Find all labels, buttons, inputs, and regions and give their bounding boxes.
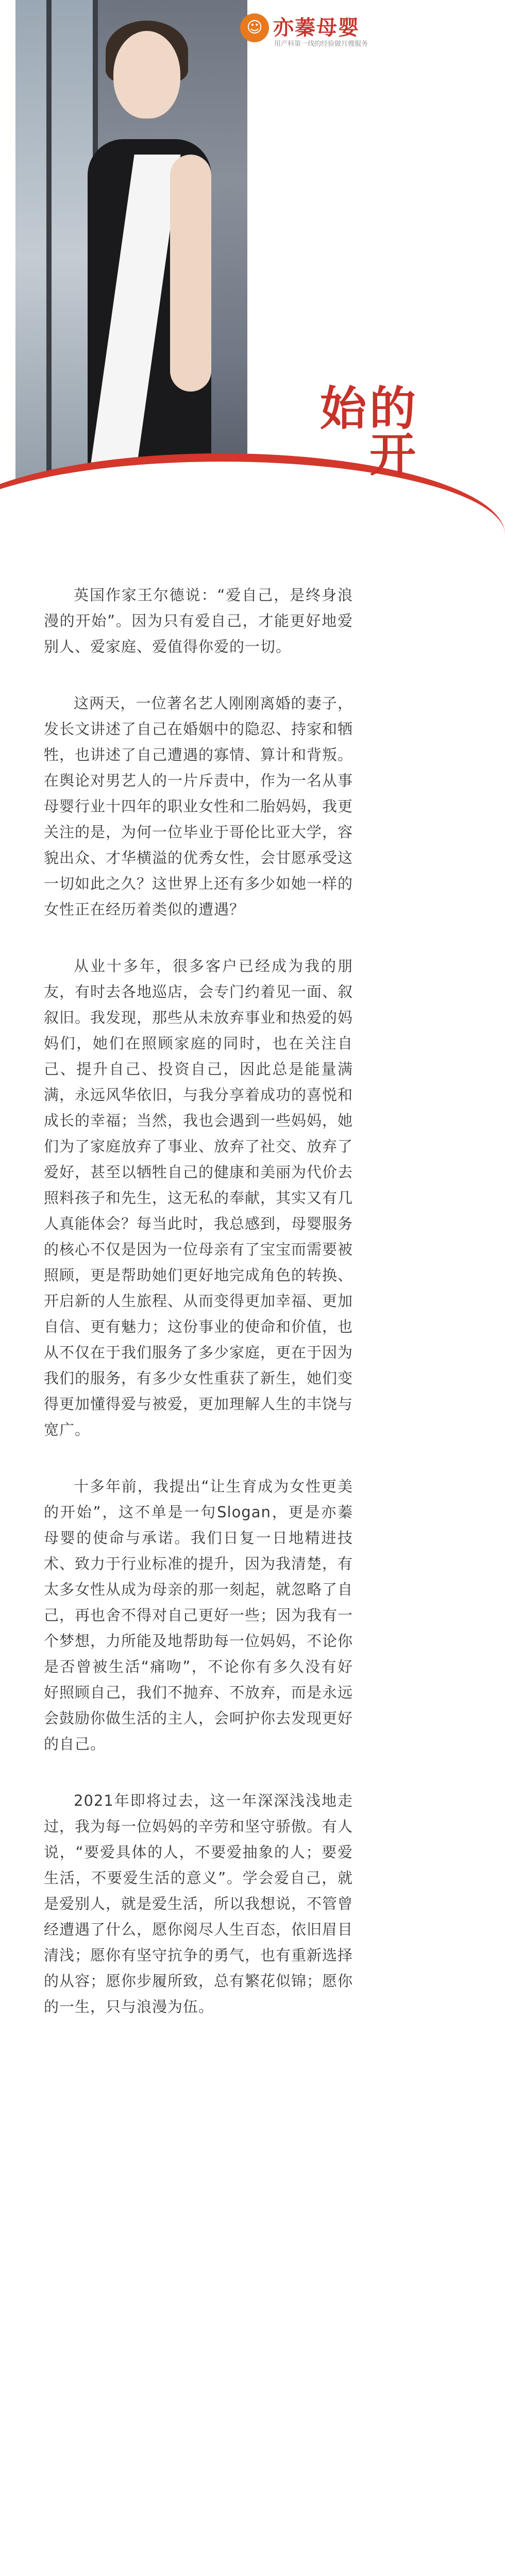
article-paragraph: 2021年即将过去，这一年深深浅浅地走过，我为每一位妈妈的辛劳和坚守骄傲。有人说，“要爱具体的人，不要爱抽象的人；要爱生活，不要爱生活的意义”。学会爱自己，就是爱别人，就是爱生活，所以我想说，不管曾经遭遇了什么，愿你阅尽人生百态，依旧眉目清浅；愿你有坚守抗争的勇气，也有重新选择的从容；愿你步履所致，总有繁花似锦；愿你的一生，只与浪漫为伍。	[44, 1792, 354, 2015]
headline-line-1: 爱自己	[317, 100, 372, 246]
brand-name: 亦蓁母婴	[273, 16, 360, 40]
article-paragraph: 十多年前，我提出“让生育成为女性更美的开始”，这不单是一句Slogan，更是亦蓁母婴的使命与承诺。我们日复一日地精进技术、致力于行业标准的提升，因为我清楚，有太多女性从成为母亲的那一刻起，就忽略了自己，再也舍不得对自己更好一些；因为我有一个梦想，力所能及地帮助每一位妈妈，不论你是否曾被生活“痛吻”，不论你有多久没有好好照顾自己，我们不抛弃、不放弃，而是永远会鼓励你做生活的主人，会呵护你去发现更好的自己。	[44, 1478, 354, 1753]
article-paragraph: 从业十多年，很多客户已经成为我的朋友，有时去各地巡店，会专门约着见一面、叙叙旧。我发现，那些从未放弃事业和热爱的妈妈们，她们在照顾家庭的同时，也在关注自己、提升自己、投资自己，因此总是能量满满，永远风华依旧，与我分享着成功的喜悦和成长的幸福；当然，我也会遇到一些妈妈，她们为了家庭放弃了事业、放弃了社交、放弃了爱好，甚至以牺牲自己的健康和美丽为代价去照料孩子和先生，这无私的奉献，其实又有几人真能体会？每当此时，我总感到，母婴服务的核心不仅是因为一位母亲有了宝宝而需要被照顾，更是帮助她们更好地完成角色的转换、开启新的人生旅程、从而变得更加幸福、更加自信、更有魅力；这份事业的使命和价值，也从不仅在于我们服务了多少家庭，更在于因为我们的服务，有多少女性重获了新生，她们变得更加懂得爱与被爱，更加理解人生的丰饶与宽广。	[44, 957, 354, 1438]
article-paragraph: 这两天，一位著名艺人刚刚离婚的妻子，发长文讲述了自己在婚姻中的隐忍、持家和牺牲，也讲述了自己遭遇的寡情、算计和背叛。在舆论对男艺人的一片斥责中，作为一名从事母婴行业十四年的职业女性和二胎妈妈，我更关注的是，为何一位毕业于哥伦比亚大学，容貌出众、才华横溢的优秀女性，会甘愿承受这一切如此之久？这世界上还有多少如她一样的女性正在经历着类似的遭遇？	[44, 694, 354, 918]
headline	[232, 100, 416, 502]
article-body	[44, 582, 353, 2050]
brand-logo	[240, 11, 379, 58]
headline-tail: 的开始	[312, 384, 416, 477]
hero-banner	[0, 0, 416, 551]
brand-slogan: 用产科第一线的经验做月嫂服务	[274, 40, 368, 48]
portrait-photo	[15, 0, 247, 515]
headline-line-2: 是终身浪漫	[260, 162, 315, 404]
article-paragraph: 英国作家王尔德说：“爱自己，是终身浪漫的开始”。因为只有爱自己，才能更好地爱别人、爱家庭、爱值得你爱的一切。	[44, 586, 353, 655]
logo-mark-icon: ☺	[240, 13, 269, 42]
